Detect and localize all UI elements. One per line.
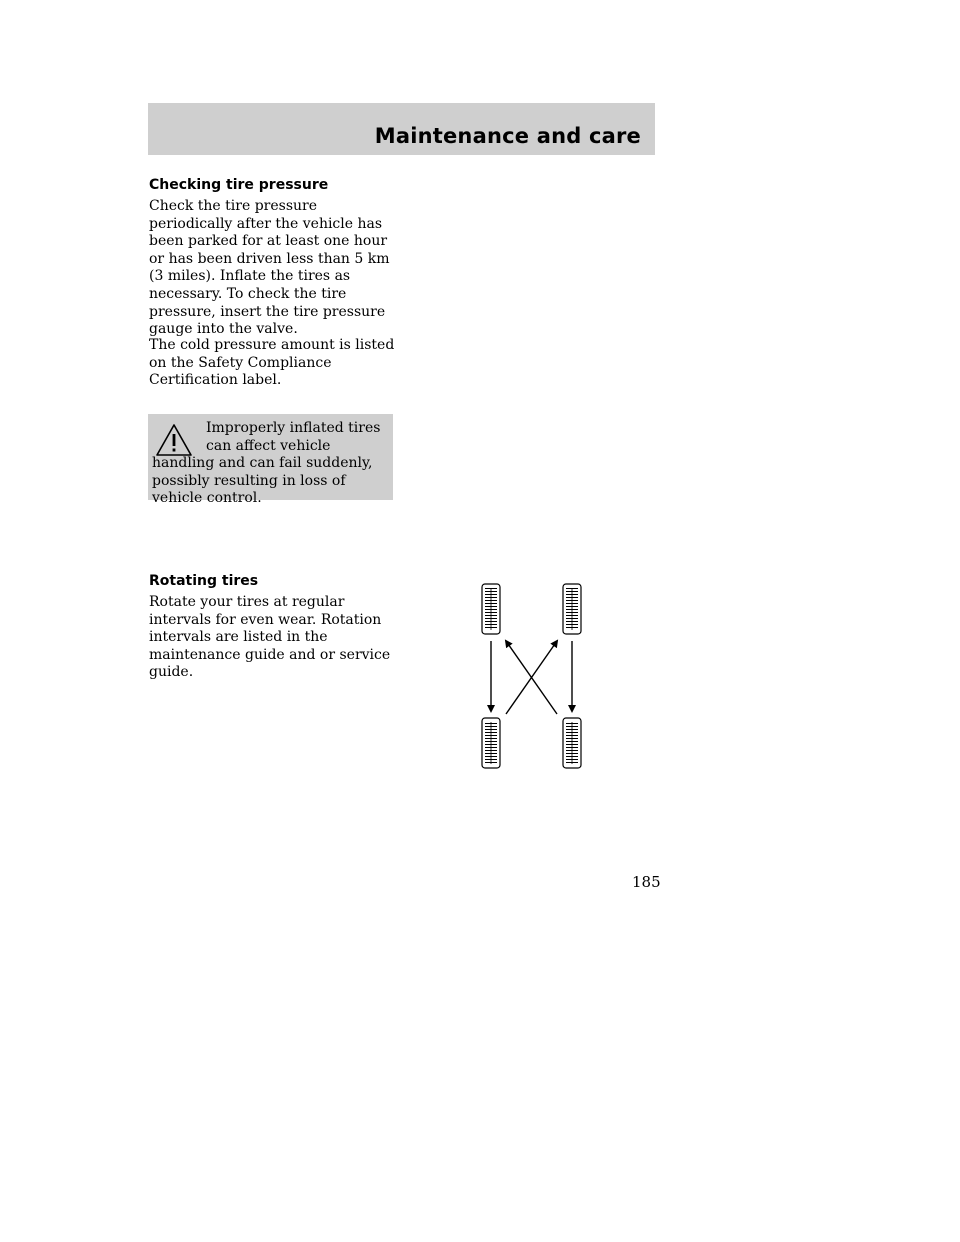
rotating-tires-paragraph: Rotate your tires at regular intervals for even wear. Rotation intervals are listed in the maintenance guide and or service guide. [149,594,391,681]
warning-box [148,414,393,507]
section-heading-rotating-tires: Rotating tires [149,573,259,589]
warning-text: Improperly inflated tires can affect vehicle handling and can fail suddenly, possibly resulting in loss of vehicle control. [152,420,381,507]
section-heading-tire-pressure: Checking tire pressure [149,177,329,193]
tire-pressure-paragraph-2: The cold pressure amount is listed on the Safety Compliance Certification label. [149,337,395,389]
tire-rear-left [482,718,500,768]
tire-rear-right [563,718,581,768]
header-band [148,103,655,155]
page-title: Maintenance and care [374,124,641,148]
tire-front-left [482,584,500,634]
tire-front-right [563,584,581,634]
page-number: 185 [632,873,661,891]
tire-pressure-paragraph-1: Check the tire pressure periodically after the vehicle has been parked for at least one hour or has been driven less than 5 km (3 miles). Inflate the tires as necessary. To check the tire pressure, insert the tire pressure gauge into the valve. [149,198,390,338]
tire-rotation-diagram-icon [470,575,600,775]
